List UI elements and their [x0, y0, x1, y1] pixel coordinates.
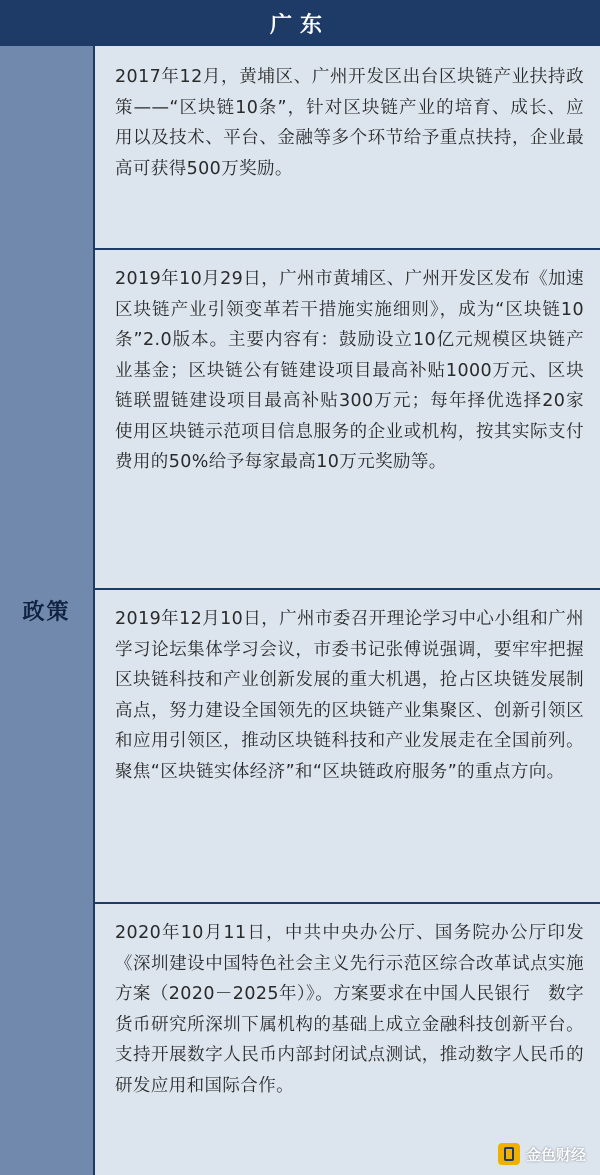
watermark-text: 金色财经 — [525, 1145, 586, 1164]
policy-cell-1: 2017年12月，黄埔区、广州开发区出台区块链产业扶持政策——“区块链10条”，针对区块链产业的培育、成长、应用以及技术、平台、金融等多个环节给予重点扶持，企业最高可获得500万奖励。 — [95, 48, 600, 248]
policy-cell-2: 2019年10月29日，广州市黄埔区、广州开发区发布《加速区块链产业引领变革若干措施实施细则》，成为“区块链10条”2.0版本。主要内容有：鼓励设立10亿元规模区块链产业基金；区块链公有链建设项目最高补贴1000万元、区块链联盟链建设项目最高补贴300万元；每年择优选择20家使用区块链示范项目信息服务的企业或机构，按其实际支付费用的50%给予每家最高10万元奖励等。 — [95, 250, 600, 588]
policy-cell-4: 2020年10月11日，中共中央办公厅、国务院办公厅印发《深圳建设中国特色社会主义先行示范区综合改革试点实施方案（2020－2025年）》。方案要求在中国人民银行 数字货币研究所深圳下属机构的基础上成立金融科技创新平台。支持开展数字人民币内部封闭试点测试，推动数字人民币的研发应用和国际合作。 — [95, 904, 600, 1175]
region-title: 广东 — [0, 0, 600, 46]
category-label: 政策 — [0, 46, 93, 1175]
jinse-logo-icon — [498, 1143, 520, 1165]
policy-cell-3: 2019年12月10日，广州市委召开理论学习中心小组和广州学习论坛集体学习会议，市委书记张傅说强调，要牢牢把握区块链科技和产业创新发展的重大机遇，抢占区块链发展制高点，努力建设全国领先的区块链产业集聚区、创新引领区和应用引领区，推动区块链科技和产业发展走在全国前列。聚焦“区块链实体经济”和“区块链政府服务”的重点方向。 — [95, 590, 600, 902]
watermark — [498, 1143, 586, 1165]
